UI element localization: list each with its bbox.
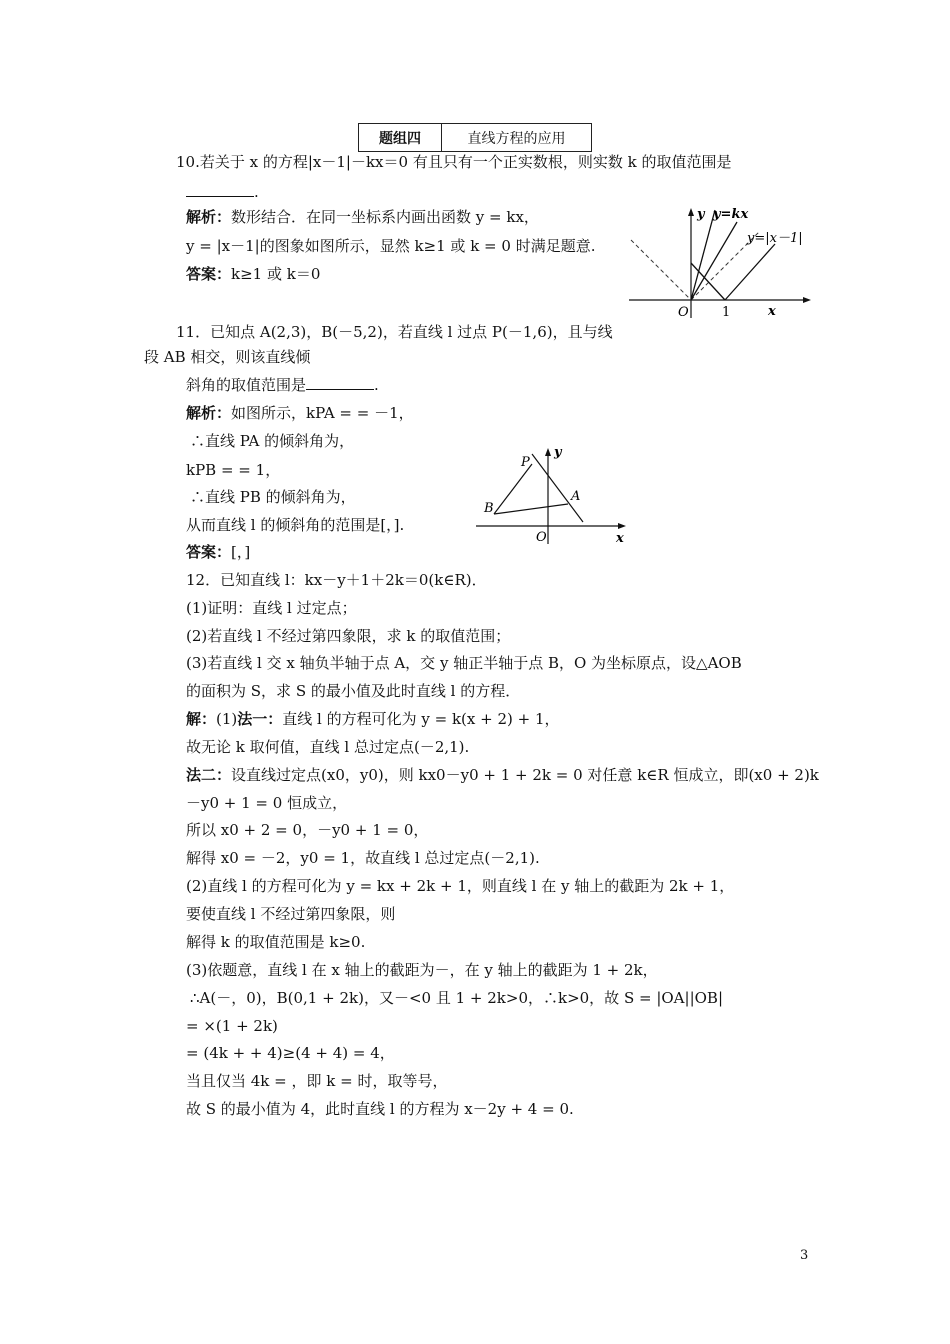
q12-part3-2: 的面积为 S，求 S 的最小值及此时直线 l 的方程．: [186, 682, 521, 700]
q11-analysis-3: kPB = = 1，: [186, 461, 281, 479]
q10-analysis-label: 解析：: [186, 208, 232, 226]
x-axis-arrow: [803, 297, 811, 303]
q12-sol-11: ∴A(－，0)，B(0,1 + 2k)，又－<0 且 1 + 2k>0，∴k>0，故 S = |OA||OB|: [190, 989, 723, 1007]
q10-analysis-1: 数形结合．在同一坐标系内画出函数 y = kx，: [231, 208, 539, 226]
q12-sol-5: 所以 x0 + 2 = 0，－y0 + 1 = 0，: [186, 821, 429, 839]
q12-sol-4: －y0 + 1 = 0 恒成立，: [186, 794, 348, 812]
q12-sol-10: (3)依题意，直线 l 在 x 轴上的截距为－，在 y 轴上的截距为 1 + 2k，: [186, 961, 658, 979]
q12-question: 12．已知直线 l：kx－y＋1＋2k＝0(k∈R)．: [186, 571, 487, 589]
q12-sol-13: = (4k + + 4)≥(4 + 4) = 4，: [186, 1044, 395, 1062]
q10-answer-label: 答案：: [186, 265, 232, 283]
q10-blank-line: [186, 182, 259, 202]
fig-x-label: x: [768, 304, 776, 319]
q12-sol-2: 故无论 k 取何值，直线 l 总过定点(－2,1).: [186, 738, 470, 756]
line-kx-2: [691, 210, 715, 300]
q12-method1-label: 法一：: [237, 710, 283, 728]
q12-sol-7: (2)直线 l 的方程可化为 y = kx + 2k + 1，则直线 l 在 y 轴上的截距为 2k + 1，: [186, 877, 735, 895]
q12-part3-1: (3)若直线 l 交 x 轴负半轴于点 A，交 y 轴正半轴于点 B，O 为坐标原点，设△AOB: [186, 654, 742, 672]
answer-blank: [186, 182, 254, 197]
fig-origin-label: O: [678, 305, 689, 320]
q11-analysis-2: ∴直线 PA 的倾斜角为，: [190, 432, 355, 450]
segment-PB: [494, 464, 532, 514]
q11-analysis-line-1: [186, 403, 414, 423]
y-axis-arrow: [688, 208, 694, 216]
answer-blank: [306, 375, 374, 390]
fig-x-label: x: [616, 531, 624, 546]
fig-P-label: P: [521, 455, 530, 470]
line-PA: [532, 454, 583, 522]
dashed-line-left: [631, 240, 691, 300]
fig-y-label: y: [554, 445, 562, 460]
q12-method2-label: 法二：: [186, 766, 232, 784]
q11-analysis-4: ∴直线 PB 的倾斜角为，: [190, 488, 356, 506]
q11-analysis-1: 如图所示，kPA = = －1，: [231, 404, 414, 422]
fig-line-kx-label: y=kx: [713, 207, 749, 222]
page-number: 3: [800, 1248, 809, 1263]
q11-question-2: 段 AB 相交，则该直线倾: [144, 348, 311, 366]
section-topic-label: 直线方程的应用: [467, 130, 566, 147]
q12-solution-line-1: [186, 709, 560, 729]
q10-analysis-line-1: [186, 207, 539, 227]
q10-question: 10.若关于 x 的方程|x－1|－kx＝0 有且只有一个正实数根，则实数 k 的取值范围是: [176, 153, 732, 171]
q10-answer-line: [186, 264, 320, 284]
fig-line-abs-label: y=|x－1|: [747, 231, 803, 246]
q10-answer: k≥1 或 k＝0: [231, 265, 321, 283]
q12-sol-6: 解得 x0 = －2，y0 = 1，故直线 l 总过定点(－2,1).: [186, 849, 540, 867]
q10-figure: [625, 200, 815, 325]
x-axis-arrow: [618, 523, 626, 529]
q12-sol-9: 解得 k 的取值范围是 k≥0.: [186, 933, 366, 951]
q11-blank-end: .: [374, 376, 379, 394]
y-axis-arrow: [545, 448, 551, 456]
fig-A-label: A: [571, 489, 581, 504]
segment-BA: [494, 504, 568, 514]
q11-figure: [470, 440, 640, 548]
q11-analysis-5: 从而直线 l 的倾斜角的范围是[，].: [186, 516, 405, 534]
fig-origin-label: O: [536, 530, 547, 545]
q12-sol-1b: 直线 l 的方程可化为 y = k(x + 2) + 1，: [282, 710, 560, 728]
fig-B-label: B: [484, 501, 494, 516]
q12-sol-1a: (1): [216, 710, 238, 728]
section-group-label: 题组四: [359, 124, 442, 151]
q12-sol-15: 故 S 的最小值为 4，此时直线 l 的方程为 x－2y + 4 = 0.: [186, 1100, 574, 1118]
q12-solution-line-3: [186, 765, 819, 785]
q11-answer-line: [186, 542, 250, 562]
q11-analysis-label: 解析：: [186, 404, 232, 422]
q12-sol-8: 要使直线 l 不经过第四象限，则: [186, 905, 396, 923]
fig-tick-label: 1: [722, 305, 731, 320]
q11-question-3-line: [186, 375, 379, 395]
q12-sol-12: = ×(1 + 2k): [186, 1017, 278, 1035]
q11-answer-label: 答案：: [186, 543, 232, 561]
q11-answer: [，]: [231, 543, 251, 561]
q12-sol-label: 解：: [186, 710, 217, 728]
q12-sol-3: 设直线过定点(x0，y0)，则 kx0－y0 + 1 + 2k = 0 对任意 k∈R 恒成立，即(x0 + 2)k: [231, 766, 819, 784]
q12-part2: (2)若直线 l 不经过第四象限，求 k 的取值范围；: [186, 627, 511, 645]
q10-analysis-2: y = |x－1|的图象如图所示，显然 k≥1 或 k = 0 时满足题意.: [186, 237, 596, 255]
q11-question-1: 11．已知点 A(2,3)，B(－5,2)，若直线 l 过点 P(－1,6)，且与线: [176, 323, 613, 341]
q12-sol-14: 当且仅当 4k = ，即 k = 时，取等号，: [186, 1072, 448, 1090]
section-header: [358, 123, 592, 152]
abs-graph-right: [725, 244, 775, 300]
q10-blank-end: .: [254, 183, 259, 201]
q11-question-3: 斜角的取值范围是: [186, 376, 307, 394]
fig-y-label: y: [697, 207, 705, 222]
q12-part1: (1)证明：直线 l 过定点；: [186, 599, 357, 617]
